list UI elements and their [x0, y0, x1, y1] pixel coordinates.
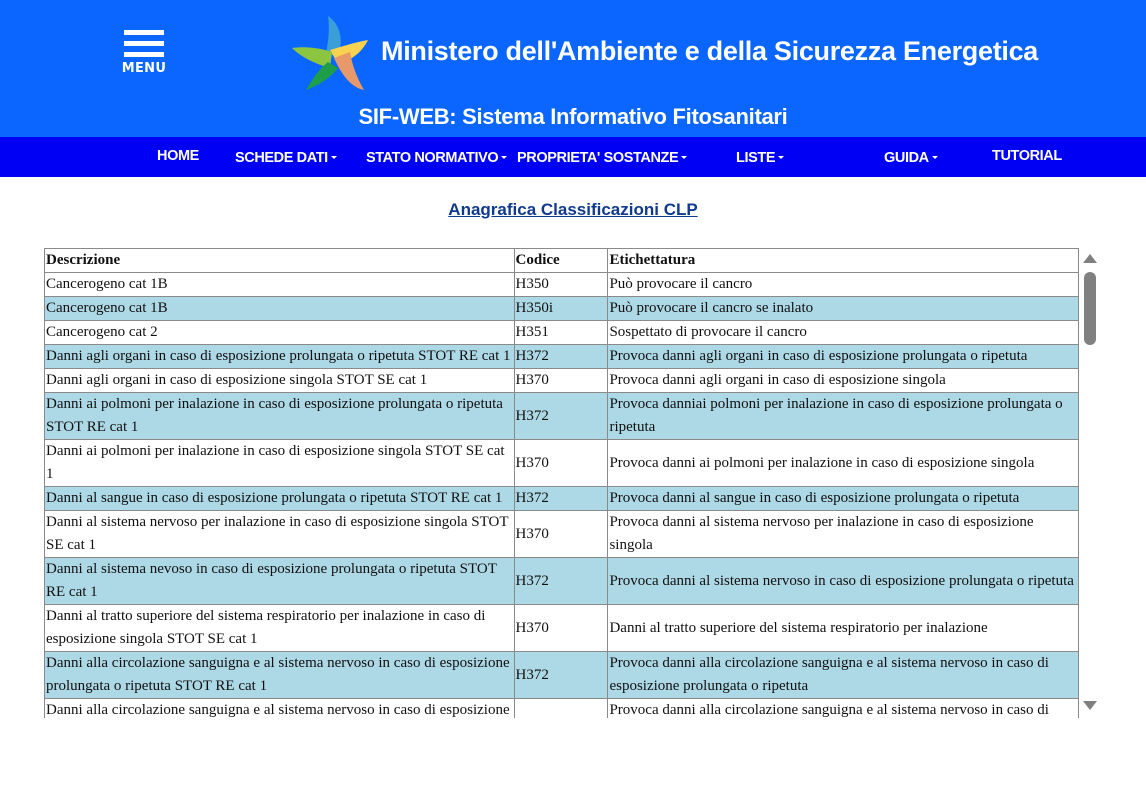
caret-down-icon	[932, 156, 938, 159]
scroll-up-arrow-icon[interactable]	[1083, 254, 1097, 263]
cell-descrizione: Danni al sistema nervoso per inalazione in caso di esposizione singola STOT SE cat 1	[45, 511, 515, 558]
hamburger-icon-bar	[124, 52, 164, 57]
column-header-etichettatura[interactable]: Etichettatura	[608, 249, 1079, 273]
cell-descrizione: Danni al sangue in caso di esposizione prolungata o ripetuta STOT RE cat 1	[45, 487, 515, 511]
table-row[interactable]	[45, 369, 1079, 393]
nav-proprieta-sostanze[interactable]	[517, 150, 687, 166]
cell-etichettatura: Può provocare il cancro se inalato	[608, 297, 1079, 321]
table-row[interactable]	[45, 511, 1079, 558]
nav-schede-dati-label: SCHEDE DATI	[235, 150, 328, 166]
nav-liste[interactable]	[736, 150, 784, 166]
cell-codice: H372	[514, 393, 608, 440]
hamburger-icon	[124, 30, 164, 35]
nav-schede-dati[interactable]	[235, 150, 337, 166]
cell-descrizione: Danni agli organi in caso di esposizione prolungata o ripetuta STOT RE cat 1	[45, 345, 515, 369]
cell-codice: H370	[514, 369, 608, 393]
clp-table	[44, 248, 1079, 718]
nav-guida[interactable]	[884, 150, 938, 166]
scroll-down-arrow-icon[interactable]	[1083, 701, 1097, 710]
ministry-title: Ministero dell'Ambiente e della Sicurezza Energetica	[381, 36, 1039, 66]
table-row[interactable]	[45, 699, 1079, 719]
logo-petal-green-dark	[306, 62, 338, 90]
table-row[interactable]	[45, 297, 1079, 321]
cell-descrizione: Danni agli organi in caso di esposizione singola STOT SE cat 1	[45, 369, 515, 393]
table-scrollbar[interactable]	[1081, 248, 1099, 718]
cell-descrizione: Danni ai polmoni per inalazione in caso di esposizione singola STOT SE cat 1	[45, 440, 515, 487]
cell-descrizione: Danni al tratto superiore del sistema respiratorio per inalazione in caso di esposizione singola STOT SE cat 1	[45, 605, 515, 652]
clp-table-container[interactable]	[44, 248, 1079, 718]
cell-codice: H372	[514, 652, 608, 699]
logo-petal-orange	[334, 52, 364, 90]
cell-codice: H372	[514, 345, 608, 369]
cell-etichettatura: Provoca danni al sistema nervoso per inalazione in caso di esposizione singola	[608, 511, 1079, 558]
cell-descrizione: Danni al sistema nevoso in caso di esposizione prolungata o ripetuta STOT RE cat 1	[45, 558, 515, 605]
cell-codice: H372	[514, 558, 608, 605]
nav-tutorial-label: TUTORIAL	[992, 148, 1062, 164]
cell-codice: H351	[514, 321, 608, 345]
table-row[interactable]	[45, 487, 1079, 511]
nav-liste-label: LISTE	[736, 150, 776, 166]
ministry-logo-icon[interactable]	[288, 12, 372, 92]
nav-proprieta-sostanze-label: PROPRIETA' SOSTANZE	[517, 150, 679, 166]
table-row[interactable]	[45, 440, 1079, 487]
nav-home-label: HOME	[157, 148, 199, 164]
cell-descrizione: Danni ai polmoni per inalazione in caso di esposizione prolungata o ripetuta STOT RE cat 1	[45, 393, 515, 440]
table-row[interactable]	[45, 321, 1079, 345]
cell-etichettatura: Provoca danni al sistema nervoso in caso di esposizione prolungata o ripetuta	[608, 558, 1079, 605]
app-title: SIF-WEB: Sistema Informativo Fitosanitari	[358, 104, 788, 129]
caret-down-icon	[681, 156, 687, 159]
nav-stato-normativo-label: STATO NORMATIVO	[366, 150, 499, 166]
cell-descrizione: Cancerogeno cat 2	[45, 321, 515, 345]
cell-etichettatura: Può provocare il cancro	[608, 273, 1079, 297]
page-heading-link[interactable]: Anagrafica Classificazioni CLP	[448, 200, 698, 219]
site-header	[0, 0, 1146, 137]
hamburger-icon-bar	[124, 41, 164, 46]
cell-etichettatura: Provoca danni alla circolazione sanguigna e al sistema nervoso in caso di esposizione prolungata o ripetuta	[608, 652, 1079, 699]
table-body	[45, 273, 1079, 719]
nav-stato-normativo[interactable]	[366, 150, 507, 166]
table-row[interactable]	[45, 605, 1079, 652]
scrollbar-thumb[interactable]	[1084, 272, 1096, 345]
caret-down-icon	[778, 156, 784, 159]
cell-etichettatura: Provoca danni agli organi in caso di esposizione prolungata o ripetuta	[608, 345, 1079, 369]
main-navbar	[0, 137, 1146, 177]
cell-descrizione: Cancerogeno cat 1B	[45, 273, 515, 297]
cell-codice	[514, 699, 608, 719]
cell-etichettatura: Provoca danni agli organi in caso di esposizione singola	[608, 369, 1079, 393]
cell-etichettatura: Provoca danni ai polmoni per inalazione in caso di esposizione singola	[608, 440, 1079, 487]
cell-etichettatura: Sospettato di provocare il cancro	[608, 321, 1079, 345]
table-row[interactable]	[45, 345, 1079, 369]
page-heading	[0, 200, 1146, 220]
nav-tutorial[interactable]	[992, 148, 1062, 164]
table-row[interactable]	[45, 393, 1079, 440]
nav-home[interactable]	[157, 148, 199, 164]
table-row[interactable]	[45, 273, 1079, 297]
cell-codice: H370	[514, 605, 608, 652]
menu-label: MENU	[121, 61, 167, 76]
cell-etichettatura: Provoca danni alla circolazione sanguigna e al sistema nervoso in caso di	[608, 699, 1079, 719]
column-header-descrizione[interactable]: Descrizione	[45, 249, 515, 273]
column-header-codice[interactable]: Codice	[514, 249, 608, 273]
caret-down-icon	[331, 156, 337, 159]
cell-codice: H370	[514, 440, 608, 487]
cell-etichettatura: Danni al tratto superiore del sistema respiratorio per inalazione	[608, 605, 1079, 652]
menu-button[interactable]	[121, 28, 167, 78]
cell-descrizione: Danni alla circolazione sanguigna e al sistema nervoso in caso di esposizione	[45, 699, 515, 719]
table-row[interactable]	[45, 558, 1079, 605]
table-row[interactable]	[45, 652, 1079, 699]
caret-down-icon	[501, 156, 507, 159]
cell-descrizione: Danni alla circolazione sanguigna e al sistema nervoso in caso di esposizione prolungata o ripetuta STOT RE cat 1	[45, 652, 515, 699]
cell-codice: H370	[514, 511, 608, 558]
cell-etichettatura: Provoca danniai polmoni per inalazione in caso di esposizione prolungata o ripetuta	[608, 393, 1079, 440]
cell-etichettatura: Provoca danni al sangue in caso di esposizione prolungata o ripetuta	[608, 487, 1079, 511]
nav-guida-label: GUIDA	[884, 150, 929, 166]
cell-codice: H350	[514, 273, 608, 297]
cell-codice: H372	[514, 487, 608, 511]
table-header-row	[45, 249, 1079, 273]
cell-descrizione: Cancerogeno cat 1B	[45, 297, 515, 321]
cell-codice: H350i	[514, 297, 608, 321]
